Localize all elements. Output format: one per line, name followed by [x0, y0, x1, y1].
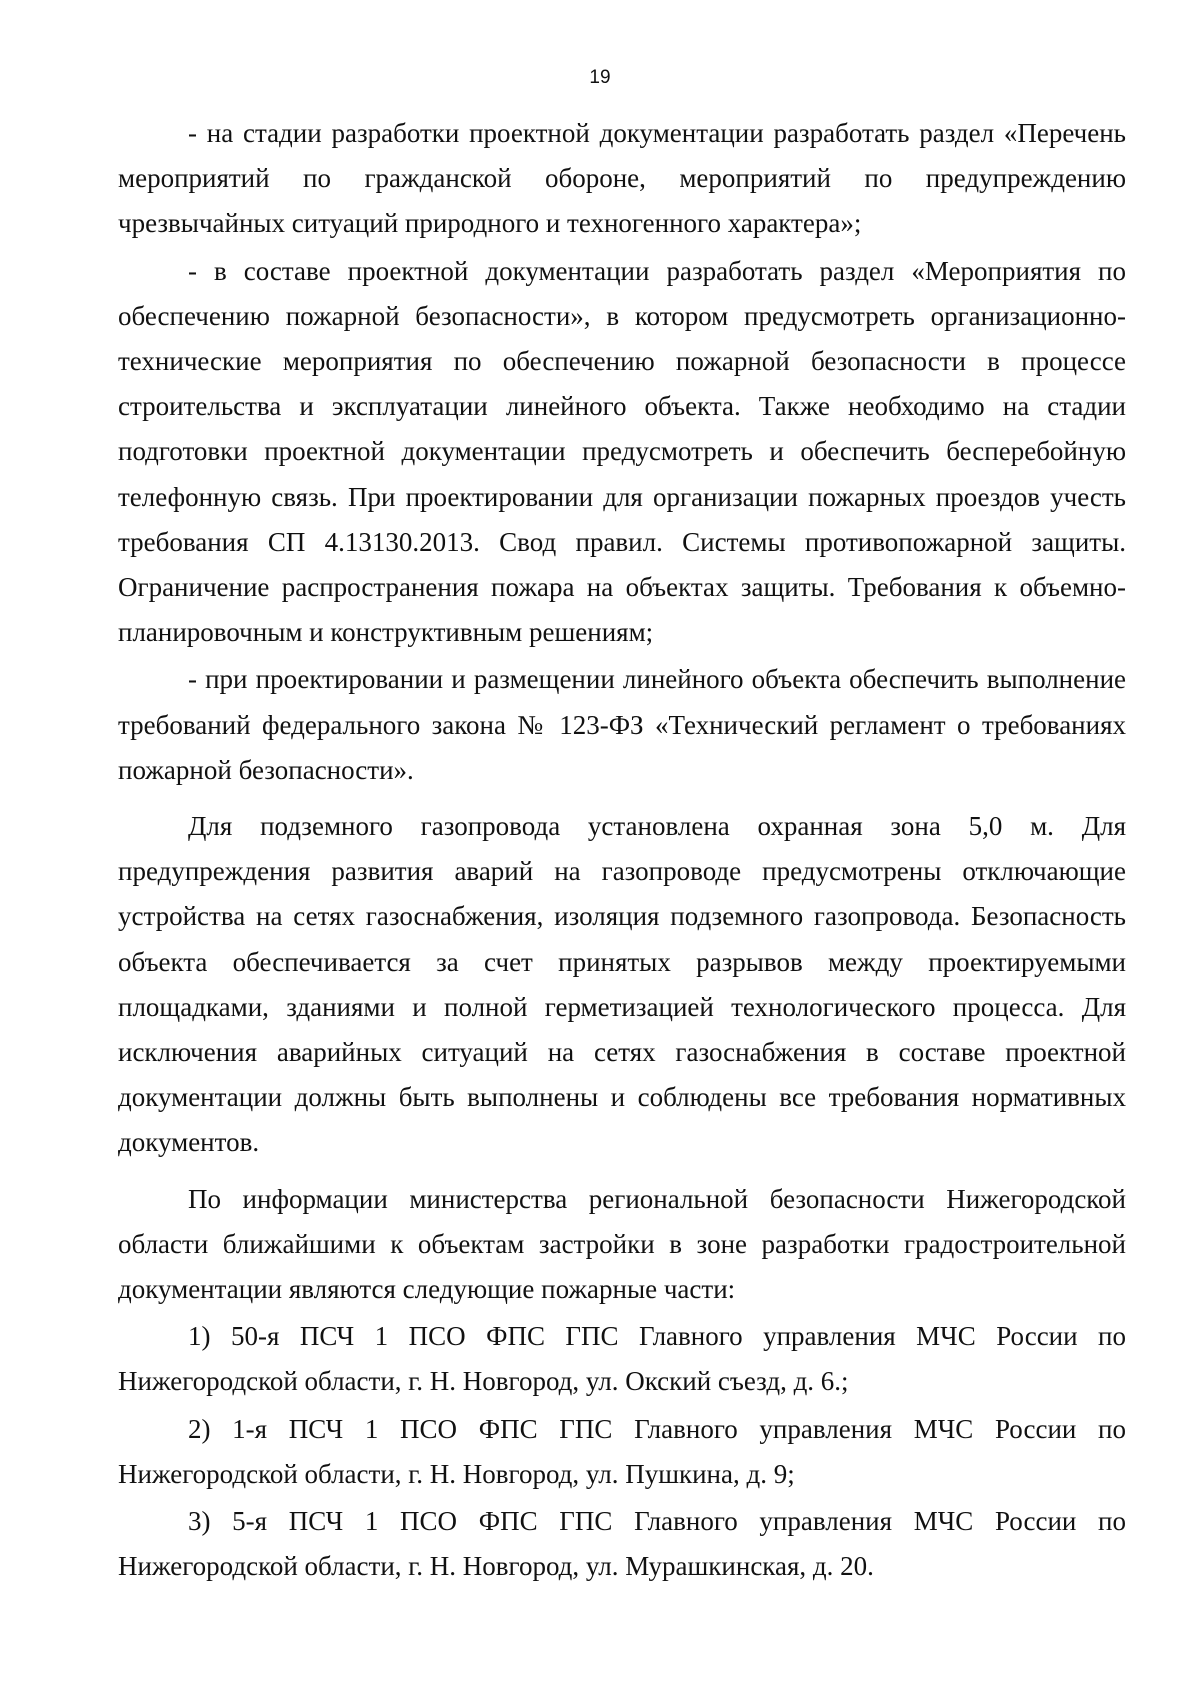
list-item-fire-station-1: 1) 50-я ПСЧ 1 ПСО ФПС ГПС Главного управления МЧС России по Нижегородской области, г. Н. Новгород, ул. Окский съезд, д. 6.;: [118, 1321, 1126, 1397]
list-item-fire-station-3: 3) 5-я ПСЧ 1 ПСО ФПС ГПС Главного управления МЧС России по Нижегородской области, г. Н. Новгород, ул. Мурашкинская, д. 20.: [118, 1506, 1126, 1582]
paragraph-federal-law-requirements: - при проектировании и размещении линейного объекта обеспечить выполнение требований федерального закона № 123-ФЗ «Технический регламент о требованиях пожарной безопасности».: [118, 664, 1126, 785]
list-item-fire-station-2: 2) 1-я ПСЧ 1 ПСО ФПС ГПС Главного управления МЧС России по Нижегородской области, г. Н. Новгород, ул. Пушкина, д. 9;: [118, 1413, 1126, 1489]
paragraph-fire-stations-intro: По информации министерства региональной безопасности Нижегородской области ближайшими к объектам застройки в зоне разработки градостроительной документации являются следующие пожарные части:: [118, 1183, 1126, 1305]
document-body: [118, 111, 1126, 1590]
page-number: 19: [589, 67, 611, 88]
paragraph-civil-defense-section: - на стадии разработки проектной документации разработать раздел «Перечень мероприятий по гражданской обороне, мероприятий по предупреждению чрезвычайных ситуаций природного и техногенного характера»;: [118, 118, 1126, 239]
paragraph-fire-safety-section: - в составе проектной документации разработать раздел «Мероприятия по обеспечению пожарной безопасности», в котором предусмотреть организационно-технические мероприятия по обеспечению пожарной безопасности в процессе строительства и эксплуатации линейного объекта. Также необходимо на стадии подготовки проектной документации предусмотреть и обеспечить бесперебойную телефонную связь. При проектировании для организации пожарных проездов учесть требования СП 4.13130.2013. Свод правил. Системы противопожарной защиты. Ограничение распространения пожара на объектах защиты. Требования к объемно-планировочным и конструктивным решениям;: [118, 255, 1126, 648]
paragraph-gas-pipeline-protection: Для подземного газопровода установлена охранная зона 5,0 м. Для предупреждения развития аварий на газопроводе предусмотрены отключающие устройства на сетях газоснабжения, изоляция подземного газопровода. Безопасность объекта обеспечивается за счет принятых разрывов между проектируемыми площадками, зданиями и полной герметизацией технологического процесса. Для исключения аварийных ситуаций на сетях газоснабжения в составе проектной документации должны быть выполнены и соблюдены все требования нормативных документов.: [118, 811, 1126, 1158]
